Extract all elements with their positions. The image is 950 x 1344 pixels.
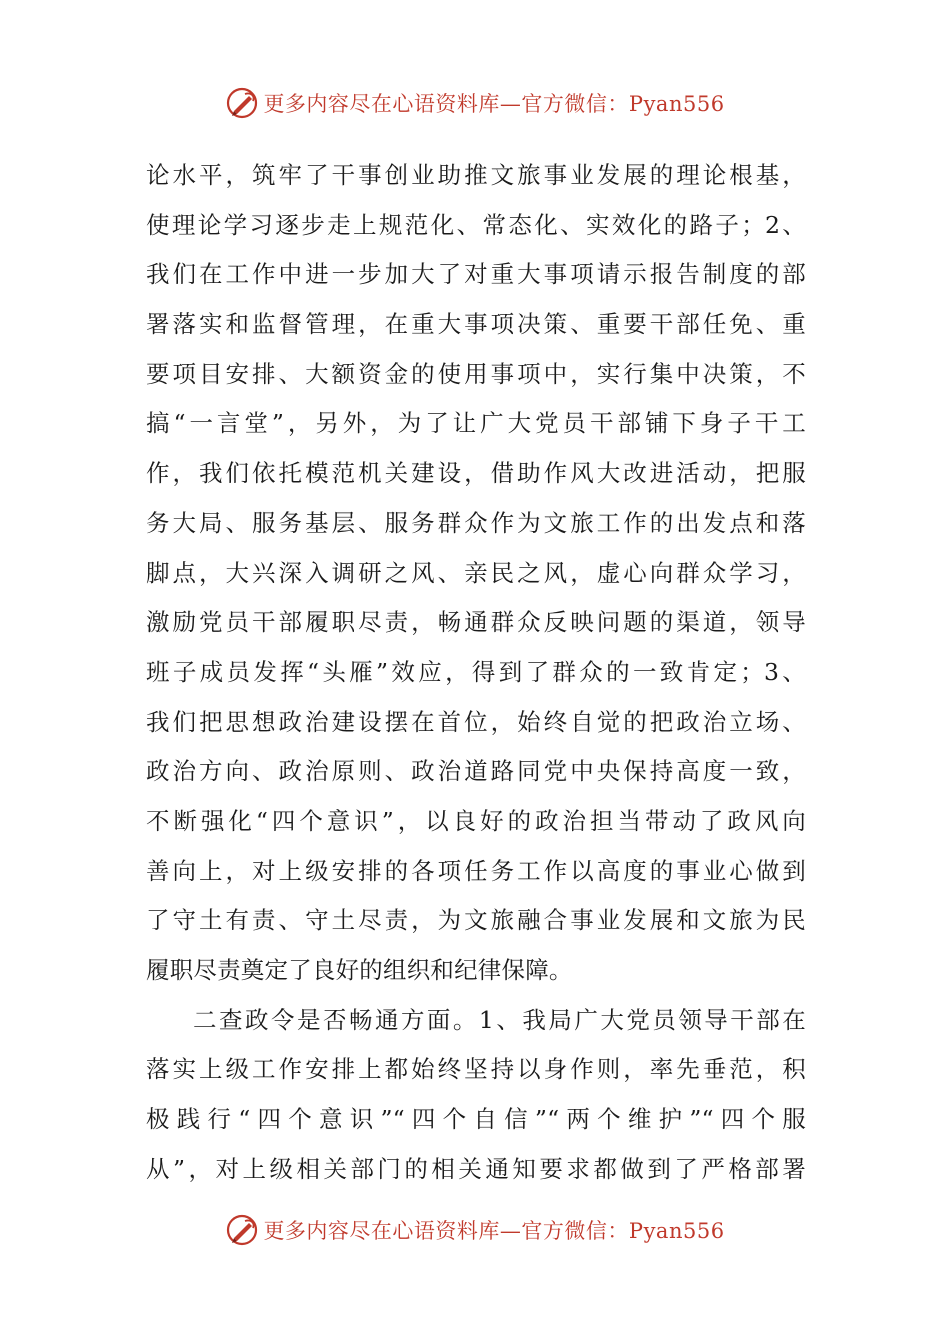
document-body: [146, 151, 806, 1194]
text-line: 论水平，筑牢了干事创业助推文旅事业发展的理论根基，: [146, 161, 806, 189]
text-line: 搞“一言堂”，另外，为了让广大党员干部铺下身子干工: [146, 409, 806, 438]
watermark-text: 更多内容尽在心语资料库—官方微信：Pyan556: [263, 1219, 725, 1243]
text-line: 了守土有责、守土尽责，为文旅融合事业发展和文旅为民: [146, 906, 806, 935]
text-line: 作，我们依托模范机关建设，借助作风大改进活动，把服: [146, 459, 806, 488]
text-line: 使理论学习逐步走上规范化、常态化、实效化的路子；2、: [146, 210, 806, 239]
text-line: 不断强化“四个意识”，以良好的政治担当带动了政风向: [146, 806, 806, 835]
text-line: 务大局、服务基层、服务群众作为文旅工作的出发点和落: [146, 508, 806, 537]
header-watermark-banner: [0, 81, 950, 125]
footer-watermark-banner: [0, 1208, 950, 1252]
text-line: 署落实和监督管理，在重大事项决策、重要干部任免、重: [146, 310, 806, 339]
text-line: 极践行“四个意识”“四个自信”“两个维护”“四个服: [146, 1105, 806, 1134]
text-line: 激励党员干部履职尽责，畅通群众反映问题的渠道，领导: [146, 608, 806, 637]
pen-logo-icon: [225, 1213, 259, 1247]
watermark-text: 更多内容尽在心语资料库—官方微信：Pyan556: [263, 92, 725, 116]
text-line: 班子成员发挥“头雁”效应，得到了群众的一致肯定；3、: [146, 657, 806, 686]
text-line: 脚点，大兴深入调研之风、亲民之风，虚心向群众学习，: [146, 558, 806, 587]
text-line: 我们把思想政治建设摆在首位，始终自觉的把政治立场、: [146, 707, 806, 736]
pen-logo-icon: [225, 86, 259, 120]
text-line: 我们在工作中进一步加大了对重大事项请示报告制度的部: [146, 260, 806, 289]
text-line: 要项目安排、大额资金的使用事项中，实行集中决策，不: [146, 359, 806, 388]
text-line: 善向上，对上级安排的各项任务工作以高度的事业心做到: [146, 856, 806, 885]
text-line: 落实上级工作安排上都始终坚持以身作则，率先垂范，积: [146, 1055, 806, 1084]
text-line: 政治方向、政治原则、政治道路同党中央保持高度一致，: [146, 757, 806, 786]
text-line: 从”，对上级相关部门的相关通知要求都做到了严格部署: [146, 1154, 806, 1183]
paragraph-first-line: 二查政令是否畅通方面。1、我局广大党员领导干部在: [193, 1005, 806, 1034]
text-line: 履职尽责奠定了良好的组织和纪律保障。: [146, 956, 573, 984]
